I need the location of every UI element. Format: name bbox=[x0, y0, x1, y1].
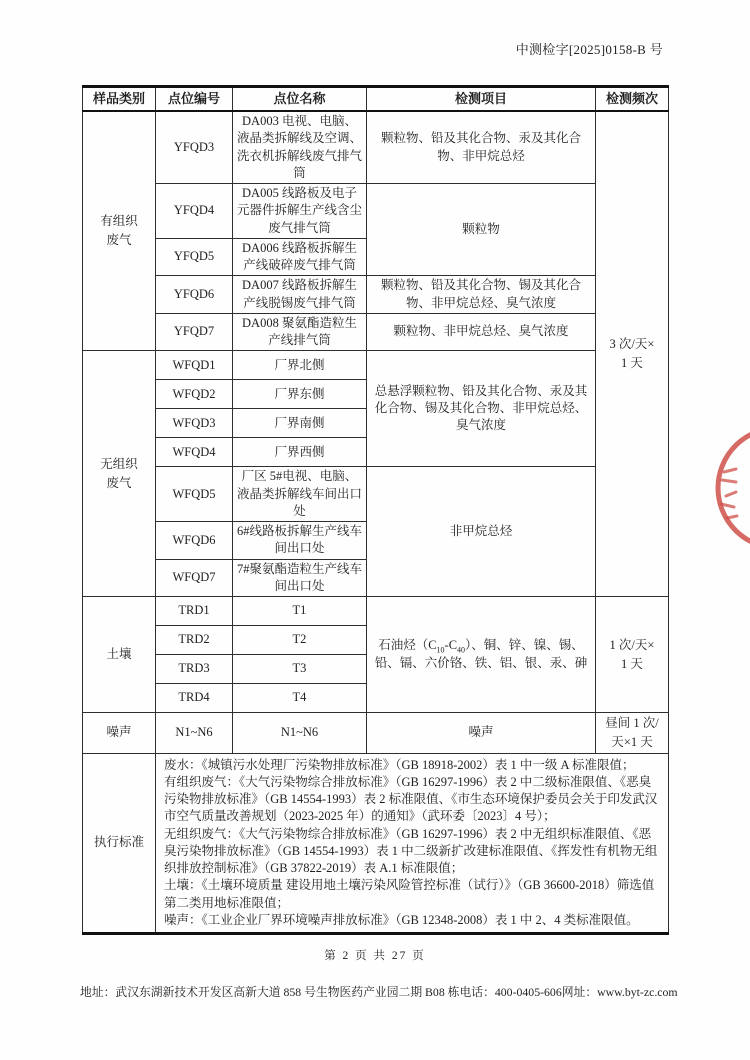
cell-frequency-noise bbox=[596, 713, 669, 754]
cell-category-organized-gas bbox=[83, 111, 156, 351]
table-row bbox=[83, 313, 669, 351]
table-header bbox=[83, 87, 669, 112]
cell-point-name: N1~N6 bbox=[233, 713, 367, 754]
table-row bbox=[83, 276, 669, 314]
company-phone: 电话：400-0405-606 bbox=[459, 985, 562, 999]
standards-line-unorganized-gas: 无组织废气：《大气污染物综合排放标准》（GB 16297-1996）表 2 中无组织标准限值、《恶臭污染物排放标准》（GB 14554-1993）表 1 中二级新扩改建标准限值、《挥发性有机物无组织排放控制标准》（GB 37822-2019）表 A.1 标准限值； bbox=[164, 826, 658, 875]
cell-frequency-gas bbox=[596, 111, 669, 597]
standards-line-wastewater: 废水：《城镇污水处理厂污染物排放标准》（GB 18918-2002）表 1 中一级 A 标准限值； bbox=[164, 757, 635, 772]
cell-point-name: 厂界东侧 bbox=[233, 380, 367, 409]
cell-point-name: DA007 线路板拆解生产线脱锡废气排气筒 bbox=[233, 276, 367, 314]
cell-point-name: T4 bbox=[233, 684, 367, 713]
cell-point-name: 厂界北侧 bbox=[233, 351, 367, 380]
cell-point-name: DA003 电视、电脑、液晶类拆解线及空调、洗衣机拆解线废气排气筒 bbox=[233, 111, 367, 184]
cell-point-code: WFQD7 bbox=[156, 559, 233, 597]
cell-point-code: YFQD7 bbox=[156, 313, 233, 351]
contact-line bbox=[80, 983, 678, 1000]
frequency-line: 1 次/天× bbox=[609, 637, 655, 652]
cell-point-code: WFQD6 bbox=[156, 522, 233, 560]
cell-point-name: 厂区 5#电视、电脑、液晶类拆解线车间出口处 bbox=[233, 467, 367, 522]
table-row bbox=[83, 467, 669, 522]
table-row bbox=[83, 184, 669, 239]
cell-test-items: 颗粒物、铅及其化合物、汞及其化合物、非甲烷总烃 bbox=[367, 111, 596, 184]
cell-point-code: YFQD3 bbox=[156, 111, 233, 184]
col-header-point-code: 点位编号 bbox=[156, 87, 233, 112]
frequency-line: 昼间 1 次/ bbox=[605, 716, 659, 730]
soil-items-subscript: 40 bbox=[457, 645, 466, 655]
col-header-test-items: 检测项目 bbox=[367, 87, 596, 112]
table-row bbox=[83, 351, 669, 380]
cell-standards-label: 执行标准 bbox=[83, 753, 156, 934]
cell-point-code: WFQD3 bbox=[156, 409, 233, 438]
standards-line-noise: 噪声：《工业企业厂界环境噪声排放标准》（GB 12348-2008）表 1 中 2、4 类标准限值。 bbox=[164, 912, 639, 927]
cell-test-items-boundary: 总悬浮颗粒物、铅及其化合物、汞及其化合物、锡及其化合物、非甲烷总烃、臭气浓度 bbox=[367, 351, 596, 467]
cell-point-name: DA006 线路板拆解生产线破碎废气排气筒 bbox=[233, 238, 367, 276]
cell-point-name: 厂界南侧 bbox=[233, 409, 367, 438]
cell-test-items-soil bbox=[367, 597, 596, 713]
cell-point-code: WFQD4 bbox=[156, 438, 233, 467]
table-row bbox=[83, 713, 669, 754]
cell-point-code: N1~N6 bbox=[156, 713, 233, 754]
cell-point-code: YFQD6 bbox=[156, 276, 233, 314]
cell-point-code: WFQD1 bbox=[156, 351, 233, 380]
category-label-line: 有组织 bbox=[100, 214, 138, 229]
col-header-frequency: 检测频次 bbox=[596, 87, 669, 112]
cell-point-code: TRD1 bbox=[156, 597, 233, 626]
table-row bbox=[83, 597, 669, 626]
red-seal-stamp bbox=[712, 420, 750, 560]
standards-line-soil: 土壤：《土壤环境质量 建设用地土壤污染风险管控标准（试行）》（GB 36600-2018）筛选值第二类用地标准限值； bbox=[164, 878, 655, 910]
cell-test-items: 颗粒物 bbox=[367, 184, 596, 276]
document-number: 中测检字[2025]0158-B 号 bbox=[515, 42, 663, 57]
standards-line-organized-gas: 有组织废气：《大气污染物综合排放标准》（GB 16297-1996）表 2 中二级标准限值、《恶臭污染物排放标准》（GB 14554-1993）表 2 标准限值、《市生态环境保护委员会关于印发武汉市空气质量改善规划（2023-2025 年）的通知》（武环委〔2023〕4 号）； bbox=[164, 774, 658, 824]
cell-point-code: WFQD5 bbox=[156, 467, 233, 522]
frequency-line: 1 天 bbox=[621, 356, 643, 370]
cell-point-name: T2 bbox=[233, 626, 367, 655]
cell-standards-text bbox=[156, 753, 669, 934]
cell-test-items-workshop: 非甲烷总烃 bbox=[367, 467, 596, 597]
category-label-line: 无组织 bbox=[100, 456, 138, 471]
cell-point-code: TRD3 bbox=[156, 655, 233, 684]
cell-test-items: 噪声 bbox=[367, 713, 596, 754]
cell-point-code: YFQD5 bbox=[156, 238, 233, 276]
table-row bbox=[83, 111, 669, 184]
frequency-line: 天×1 天 bbox=[611, 734, 653, 749]
company-address: 地址：武汉东湖新技术开发区高新大道 858 号生物医药产业园二期 B08 栋 bbox=[80, 985, 460, 999]
cell-test-items: 颗粒物、非甲烷总烃、臭气浓度 bbox=[367, 313, 596, 351]
col-header-sample-category: 样品类别 bbox=[83, 87, 156, 112]
soil-items-subscript: 10 bbox=[436, 645, 445, 655]
col-header-point-name: 点位名称 bbox=[233, 87, 367, 112]
monitoring-table bbox=[82, 85, 669, 935]
cell-point-name: 7#聚氨酯造粒生产线车间出口处 bbox=[233, 559, 367, 597]
cell-frequency-soil bbox=[596, 597, 669, 713]
cell-point-name: DA008 聚氨酯造粒生产线排气筒 bbox=[233, 313, 367, 351]
soil-items-text: 石油烃（C bbox=[378, 638, 437, 653]
cell-point-name: 厂界西侧 bbox=[233, 438, 367, 467]
company-website: 网址：www.byt-zc.com bbox=[561, 985, 678, 999]
category-label-line: 废气 bbox=[106, 233, 132, 248]
cell-category-soil: 土壤 bbox=[83, 597, 156, 713]
cell-test-items: 颗粒物、铅及其化合物、锡及其化合物、非甲烷总烃、臭气浓度 bbox=[367, 276, 596, 314]
cell-point-name: DA005 线路板及电子元器件拆解生产线含尘废气排气筒 bbox=[233, 184, 367, 239]
standards-row bbox=[83, 753, 669, 934]
cell-point-code: YFQD4 bbox=[156, 184, 233, 239]
cell-point-code: TRD2 bbox=[156, 626, 233, 655]
page-number: 第 2 页 共 27 页 bbox=[324, 950, 426, 962]
cell-point-name: 6#线路板拆解生产线车间出口处 bbox=[233, 522, 367, 560]
frequency-line: 3 次/天× bbox=[609, 337, 655, 352]
frequency-line: 1 天 bbox=[621, 656, 643, 671]
cell-point-code: WFQD2 bbox=[156, 380, 233, 409]
cell-point-name: T1 bbox=[233, 597, 367, 626]
soil-items-text: -C bbox=[444, 638, 458, 653]
soil-items-text: ）、铜、锌、镍、锡、铅、镉、六价铬、铁、铝、银、汞、砷 bbox=[374, 638, 588, 670]
cell-point-code: TRD4 bbox=[156, 684, 233, 713]
category-label-line: 废气 bbox=[106, 475, 132, 490]
cell-point-name: T3 bbox=[233, 655, 367, 684]
cell-category-unorganized-gas bbox=[83, 351, 156, 597]
cell-category-noise: 噪声 bbox=[83, 713, 156, 754]
table-header-row bbox=[83, 87, 669, 112]
